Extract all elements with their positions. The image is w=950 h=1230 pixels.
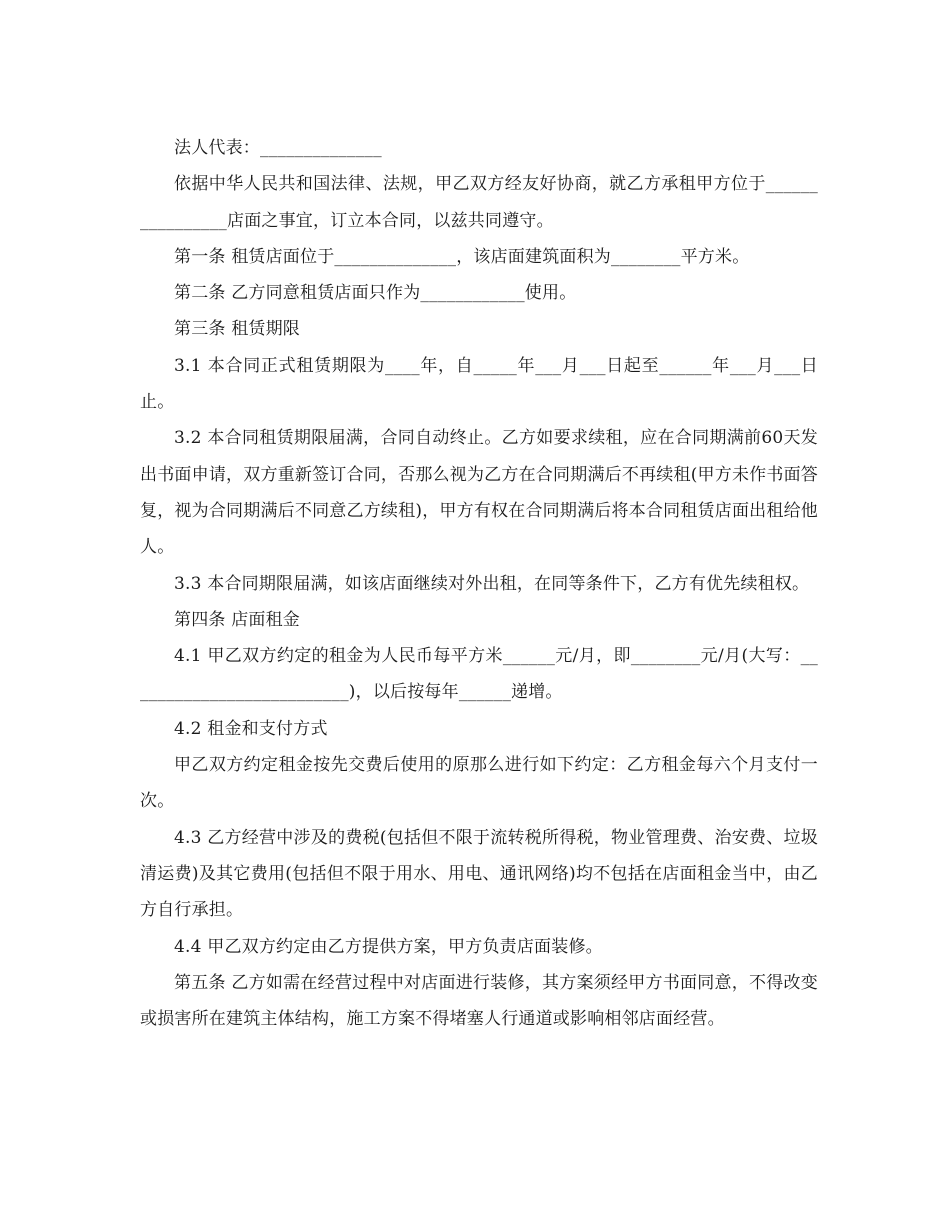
article-1-location: 第一条 租赁店面位于______________，该店面建筑面积为________平方米。 — [174, 246, 750, 267]
clause-4-2-body: 甲乙双方约定租金按先交费后使用的原那么进行如下约定：乙方租金每六个月支付一次。 — [140, 755, 818, 812]
article-3-heading: 第三条 租赁期限 — [174, 319, 301, 340]
clause-4-2-heading: 4.2 租金和支付方式 — [174, 718, 328, 739]
article-4-heading: 第四条 店面租金 — [174, 609, 301, 630]
clause-4-3: 4.3 乙方经营中涉及的费税(包括但不限于流转税所得税，物业管理费、治安费、垃圾清运费)及其它费用(包括但不限于用水、用电、通讯网络)均不包括在店面租金当中，由乙方自行承担。 — [140, 827, 818, 921]
clause-3-1: 3.1 本合同正式租赁期限为____年，自_____年___月___日起至______年___月___日止。 — [140, 355, 818, 413]
legal-representative-line: 法人代表：______________ — [174, 138, 382, 158]
clause-4-1: 4.1 甲乙双方约定的租金为人民币每平方米______元/月，即________元/月(大写：__________________________)，以后按每年______递增。 — [140, 646, 818, 703]
clause-4-4: 4.4 甲乙双方约定由乙方提供方案，甲方负责店面装修。 — [174, 936, 603, 957]
clause-3-2: 3.2 本合同租赁期限届满，合同自动终止。乙方如要求续租，应在合同期满前60天发出书面申请，双方重新签订合同，否那么视为乙方在合同期满后不再续租(甲方未作书面答复，视为合同期满后不同意乙方续租)，甲方有权在合同期满后将本合同租赁店面出租给他人。 — [140, 428, 818, 558]
clause-3-3: 3.3 本合同期限届满，如该店面继续对外出租，在同等条件下，乙方有优先续租权。 — [174, 573, 810, 594]
article-5: 第五条 乙方如需在经营过程中对店面进行装修，其方案须经甲方书面同意，不得改变或损害所在建筑主体结构，施工方案不得堵塞人行通道或影响相邻店面经营。 — [140, 972, 818, 1030]
preamble-paragraph: 依据中华人民共和国法律、法规，甲乙双方经友好协商，就乙方承租甲方位于________________店面之事宜，订立本合同，以兹共同遵守。 — [140, 174, 818, 231]
article-2-usage: 第二条 乙方同意租赁店面只作为____________使用。 — [174, 283, 577, 304]
